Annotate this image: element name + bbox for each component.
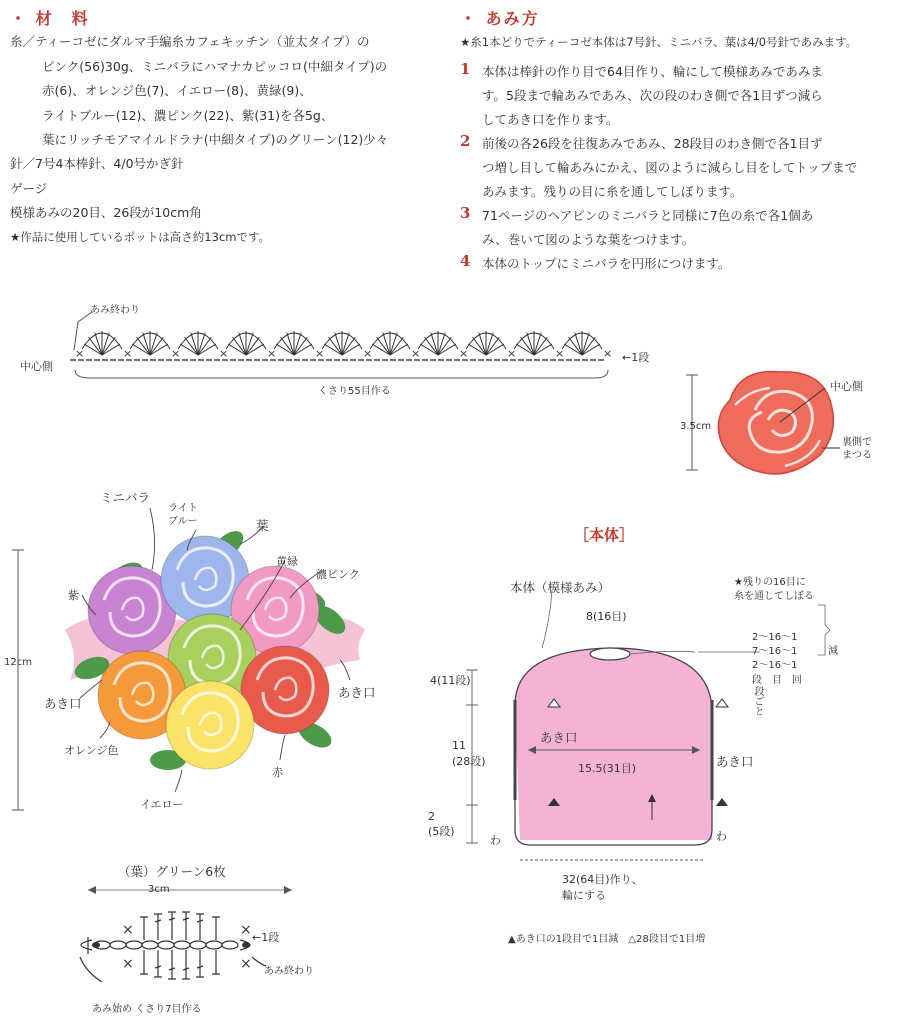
step-number: 2 (460, 132, 471, 150)
body-label: 本体（模様あみ） (510, 580, 611, 595)
arr-yellow-green-label: 黄緑 (276, 555, 298, 568)
step-number: 3 (460, 204, 471, 222)
step-number: 1 (460, 60, 471, 78)
step-line: 71ページのヘアピンのミニバラと同様に7色の糸で各1個あ (482, 208, 814, 223)
dec-row-3: 2～16～1 (752, 660, 798, 671)
step-line: 本体は棒針の作り目で64目作り、輪にして模様あみであみま (482, 64, 823, 79)
step-line: 本体のトップにミニバラを円形につけます。 (482, 256, 731, 271)
scallop (507, 331, 554, 360)
arr-leaf-label: 葉 (256, 518, 269, 533)
step-line: してあき口を作ります。 (482, 112, 619, 127)
scallop (363, 331, 410, 360)
leaf-row1: ←1段 (252, 931, 280, 944)
body-left-4: 4(11段) (430, 674, 471, 687)
step-line: み、巻いて図のような葉をつけます。 (482, 232, 695, 247)
svg-text:×: × (240, 956, 252, 972)
method-note: ★糸1本どりでティーコゼ本体は7号針、ミニバラ、葉は4/0号針であみます。 (460, 35, 858, 49)
rose-back-label: 裏側で まつる (842, 437, 872, 461)
svg-text:×: × (122, 922, 134, 938)
dec-side-label: 段ごと (752, 686, 763, 716)
leaf-title: （葉）グリーン6枚 (118, 864, 226, 879)
body-opening-right: あき口 (716, 754, 754, 769)
body-diagram-drawing (420, 560, 900, 900)
svg-text:×: × (507, 347, 517, 360)
body-left-2: 2 (5段) (428, 810, 455, 838)
leaf-stitch-chart (60, 882, 320, 1002)
arr-purple-label: 紫 (68, 589, 79, 602)
arr-opening-right: あき口 (338, 685, 376, 700)
svg-text:×: × (267, 347, 277, 360)
edge-row1: ←1段 (622, 351, 650, 364)
body-note: ★残りの16目に 糸を通してしぼる (734, 577, 814, 602)
svg-text:×: × (315, 347, 325, 360)
scallop (219, 331, 266, 360)
svg-text:×: × (240, 922, 252, 938)
materials-line: ゲージ (10, 181, 48, 196)
materials-line: 葉にリッチモアマイルドラナ(中細タイプ)のグリーン(12)少々 (42, 132, 389, 147)
materials-line: 針／7号4本棒針、4/0号かぎ針 (10, 156, 184, 171)
edge-center-side: 中心側 (20, 360, 53, 373)
scallop (267, 331, 314, 360)
svg-text:×: × (363, 347, 373, 360)
svg-text:×: × (555, 347, 565, 360)
materials-line: 糸／ティーコゼにダルマ手編糸カフェキッチン（並太タイプ）の (10, 34, 370, 49)
rose-center-label: 中心側 (830, 380, 863, 393)
svg-text:×: × (123, 347, 133, 360)
step-line: す。5段まで輪あみであみ、次の段のわき側で各1目ずつ減ら (482, 88, 823, 103)
leaf-start-label: あみ始め くさり7目作る (92, 1004, 202, 1015)
scallop (315, 331, 362, 360)
leaf-width: 3cm (148, 884, 170, 895)
svg-text:×: × (219, 347, 229, 360)
step-line: 前後の各26段を往復あみであみ、28段目のわき側で各1目ず (482, 136, 823, 151)
body-left-11: 11 (28段) (452, 739, 486, 768)
step-number: 4 (460, 252, 471, 270)
edge-chain-label: くさり55目作る (318, 386, 391, 397)
body-width-label: 15.5(31目) (578, 762, 637, 775)
arr-mini-rose-label: ミニバラ (100, 490, 151, 505)
svg-text:×: × (122, 956, 134, 972)
svg-text:×: × (459, 347, 469, 360)
scallop (123, 331, 170, 360)
materials-line: 赤(6)、オレンジ色(7)、イエロー(8)、黄緑(9)、 (42, 83, 312, 98)
arr-opening-left: あき口 (44, 696, 82, 711)
svg-text:×: × (411, 347, 421, 360)
materials-line: ライトブルー(12)、濃ピンク(22)、紫(31)を各5g、 (42, 108, 334, 123)
svg-text:×: × (75, 347, 85, 360)
materials-title: ・ 材 料 (10, 9, 90, 28)
arr-height-label: 12cm (4, 657, 32, 668)
body-legend: ▲あき口の1段目で1目減 △28段目で1目増 (508, 934, 706, 945)
scallop (171, 331, 218, 360)
body-top-label: 8(16目) (586, 610, 627, 623)
body-opening-left: あき口 (540, 730, 578, 745)
step-line: あみます。残りの目に糸を通してしぼります。 (482, 184, 743, 199)
svg-text:×: × (603, 347, 613, 360)
dec-row-2: 7～16～1 (752, 646, 798, 657)
body-title: ［本体］ (574, 526, 635, 544)
materials-line: 模様あみの20目、26段が10cm角 (10, 205, 202, 220)
rose-arrangement-illustration (0, 480, 420, 830)
rose-shape (718, 372, 833, 474)
arr-dark-pink-label: 濃ピンク (316, 568, 360, 581)
dec-footer: 段 目 回 (752, 675, 802, 686)
leaf-end-label: あみ終わり (264, 966, 314, 977)
scallop (555, 331, 602, 360)
scallop (75, 331, 122, 360)
materials-line: ★作品に使用しているポットは高さ約13cmです。 (10, 230, 271, 244)
arr-red-label: 赤 (272, 766, 283, 779)
scallop (411, 331, 458, 360)
body-bottom-label: 32(64目)作り、 輪にする (562, 873, 643, 902)
rose-size: 3.5cm (680, 421, 712, 432)
materials-line: ピンク(56)30g、ミニバラにハマナカピッコロ(中細タイプ)の (42, 59, 388, 74)
body-wa-left: わ (490, 834, 501, 847)
arr-yellow-label: イエロー (140, 798, 184, 811)
body-wa-right: わ (716, 830, 727, 843)
single-rose-illustration (680, 360, 900, 490)
rose-yellow (166, 681, 254, 769)
arr-orange-label: オレンジ色 (64, 744, 119, 757)
arr-light-blue-label: ライト ブルー (168, 503, 198, 527)
edge-end-label: あみ終わり (90, 305, 140, 316)
scallop (459, 331, 506, 360)
step-line: つ増し目して輪あみにかえ、図のように減らし目をしてトップまで (482, 160, 858, 175)
svg-text:×: × (171, 347, 181, 360)
dec-row-1: 2～16～1 (752, 632, 798, 643)
method-title: ・ あみ方 (460, 9, 540, 28)
dec-brace-label: 減 (828, 646, 838, 657)
